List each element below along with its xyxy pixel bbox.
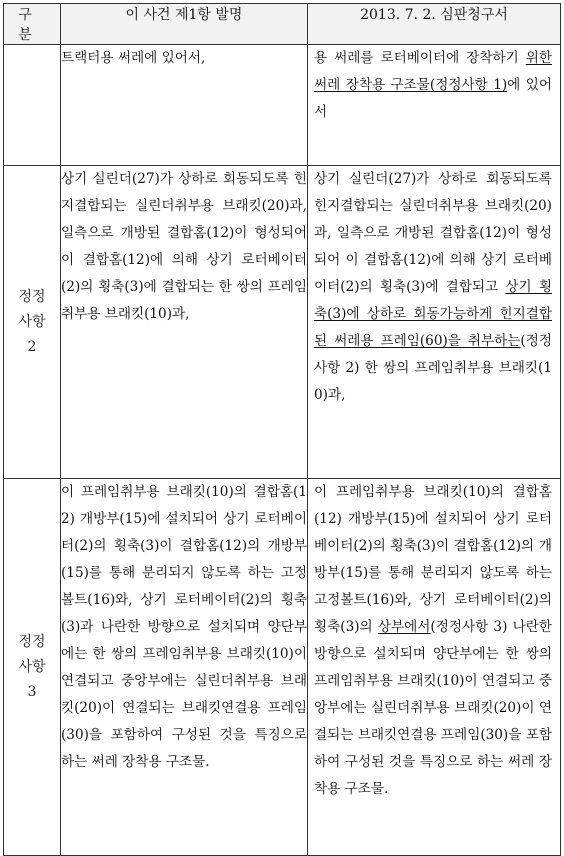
text-run: 에 있어서	[314, 77, 553, 120]
underlined-run: 위한 써레 장착용 구조물(정정사항 1)	[314, 50, 552, 93]
text-run: 상기 실린더(27)가 상하로 회동되도록 힌지결합되는 실린더취부용 브래킷(20)과, 일측으로 개방된 결합홈(12)이 형성되어 이 결합홈(12)에 의해 상기 로터베이터(2)의 횡축(3)에 결합되는 한 쌍의 프레임취부용 브래킷(10)과,	[61, 171, 307, 322]
left-cell	[61, 45, 308, 166]
row-label-line: 사항	[18, 313, 46, 330]
header-invention: 이 사건 제1항 발명	[61, 4, 308, 45]
right-cell	[308, 479, 561, 856]
underlined-run: 상부에서	[377, 619, 431, 635]
row-label-line: 정정	[18, 288, 46, 305]
text-run: (정정사항 2) 한 쌍의 프레임취부용 브래킷(10)과,	[314, 333, 552, 403]
comparison-table	[3, 3, 561, 856]
header-category: 구 분	[4, 4, 61, 45]
text-run: 이 프레임취부용 브래킷(10)의 결합홈(12) 개방부(15)에 설치되어 상기 로터베이터(2)의 횡축(3)이 결합홈(12)의 개방부(15)를 통해 분리되지 않도록 하는 고정볼트(16)와, 상기 로터베이터(2)의 횡축(3)의	[314, 484, 552, 635]
header-row	[4, 4, 561, 45]
text-run: 상기 실린더(27)가 상하로 회동되도록 힌지결합되는 실린더취부용 브래킷(20)과, 일측으로 개방된 결합홈(12)이 형성되어 이 결합홈(12)에 의해 상기 로터베이터(2)의 횡축(3)에 결합되고	[314, 171, 552, 295]
right-cell	[308, 166, 561, 479]
table-row	[4, 479, 561, 856]
row-label-line: 2	[27, 338, 37, 355]
row-label-line: 사항	[18, 658, 46, 675]
table-row	[4, 45, 561, 166]
row-label	[4, 166, 61, 479]
left-cell	[61, 166, 308, 479]
right-cell	[308, 45, 561, 166]
text-run: 용 써레를 로터베이터에 장착하기	[314, 50, 526, 66]
text-run: 이 프레임취부용 브래킷(10)의 결합홈(12) 개방부(15)에 설치되어 상기 로터베이터(2)의 횡축(3)이 결합홈(12)의 개방부(15)를 통해 분리되지 않도록 하는 고정볼트(16)와, 상기 로터베이터(2)의 횡축(3)과 나란한 방향으로 설치되며 양단부에는 한 쌍의 프레임취부용 브래킷(10)이 연결되고 중앙부에는 실린더취부용 브래킷(20)이 연결되는 브래킷연결용 프레임(30)을 포함하여 구성된 것을 특징으로 하는 써레 장착용 구조물.	[61, 484, 307, 770]
underlined-run: 상기 횡축(3)에 상하로 회동가능하게 힌지결합된 써레용 프레임(60)을 취부하는	[314, 279, 552, 349]
row-label	[4, 45, 61, 166]
row-label-line: 정정	[18, 633, 46, 650]
text-run: 트랙터용 써레에 있어서,	[61, 50, 206, 66]
row-label	[4, 479, 61, 856]
table-row	[4, 166, 561, 479]
header-petition: 2013. 7. 2. 심판청구서	[308, 4, 561, 45]
left-cell	[61, 479, 308, 856]
row-label-line: 3	[27, 683, 37, 700]
text-run: (정정사항 3) 나란한 방향으로 설치되며 양단부에는 한 쌍의 프레임취부용 브래킷(10)이 연결되고 중앙부에는 실린더취부용 브래킷(20)이 연결되는 브래킷연결용 프레임(30)을 포함하여 구성된 것을 특징으로 하는 써레 장착용 구조물.	[314, 619, 552, 797]
